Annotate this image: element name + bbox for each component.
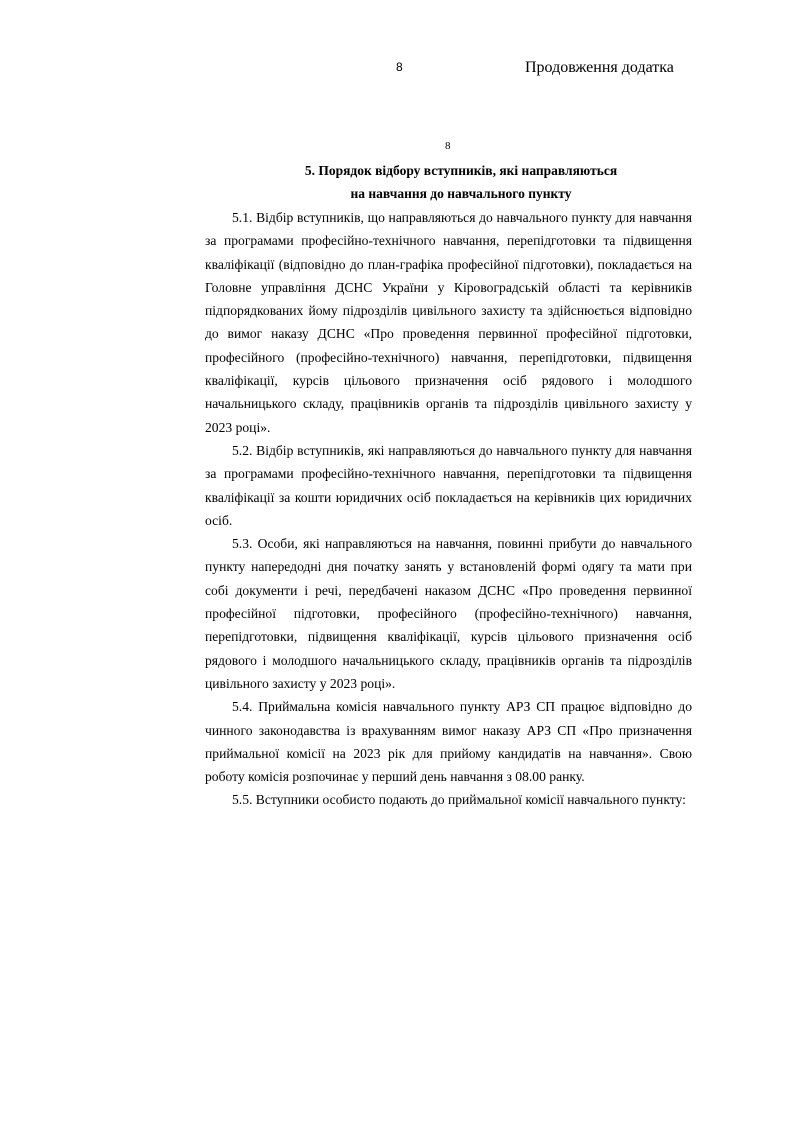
paragraph-5-1: 5.1. Відбір вступників, що направляються до навчального пункту для навчання за програмами професійно-технічного навчання, перепідготовки та підвищення кваліфікації (відповідно до план-графіка професійної підготовки), покладається на Головне управління ДСНС України у Кіровоградській області та керівників підпорядкованих йому підрозділів цивільного захисту та здійснюється відповідно до вимог наказу ДСНС «Про проведення первинної професійної підготовки, професійного (професійно-технічного) навчання, перепідготовки, підвищення кваліфікації, курсів цільового призначення осіб рядового і молодшого начальницького складу, працівників органів та підрозділів цивільного захисту у 2023 році».: [205, 210, 692, 435]
paragraph-5-5: 5.5. Вступники особисто подають до приймальної комісії навчального пункту:: [232, 792, 686, 808]
page-number: 8: [396, 60, 403, 74]
paragraph-5-2: 5.2. Відбір вступників, які направляються до навчального пункту для навчання за програмами професійно-технічного навчання, перепідготовки та підвищення кваліфікації за кошти юридичних осіб покладається на керівників цих юридичних осіб.: [205, 442, 692, 528]
paragraph-5-4: 5.4. Приймальна комісія навчального пункту АРЗ СП працює відповідно до чинного законодавства із врахуванням вимог наказу АРЗ СП «Про призначення приймальної комісії на 2023 рік для прийому кандидатів на навчання». Свою роботу комісія розпочинає у перший день навчання з 08.00 ранку.: [205, 699, 692, 785]
continuation-label: Продовження додатка: [525, 59, 674, 76]
inner-page-number: 8: [445, 140, 451, 152]
section-title-line-1: 5. Порядок відбору вступників, які направляються: [304, 163, 618, 178]
section-title: [205, 159, 717, 205]
document-body: [205, 206, 692, 812]
paragraph-5-3: 5.3. Особи, які направляються на навчання, повинні прибути до навчального пункту напередодні дня початку занять у встановленій формі одягу та мати при собі документи і речі, передбачені наказом ДСНС «Про проведення первинної професійної підготовки, професійного (професійно-технічного) навчання, перепідготовки, підвищення кваліфікації, курсів цільового призначення осіб рядового і молодшого начальницького складу, працівників органів та підрозділів цивільного захисту у 2023 році».: [205, 536, 692, 691]
section-title-line-2: на навчання до навчального пункту: [350, 186, 572, 201]
